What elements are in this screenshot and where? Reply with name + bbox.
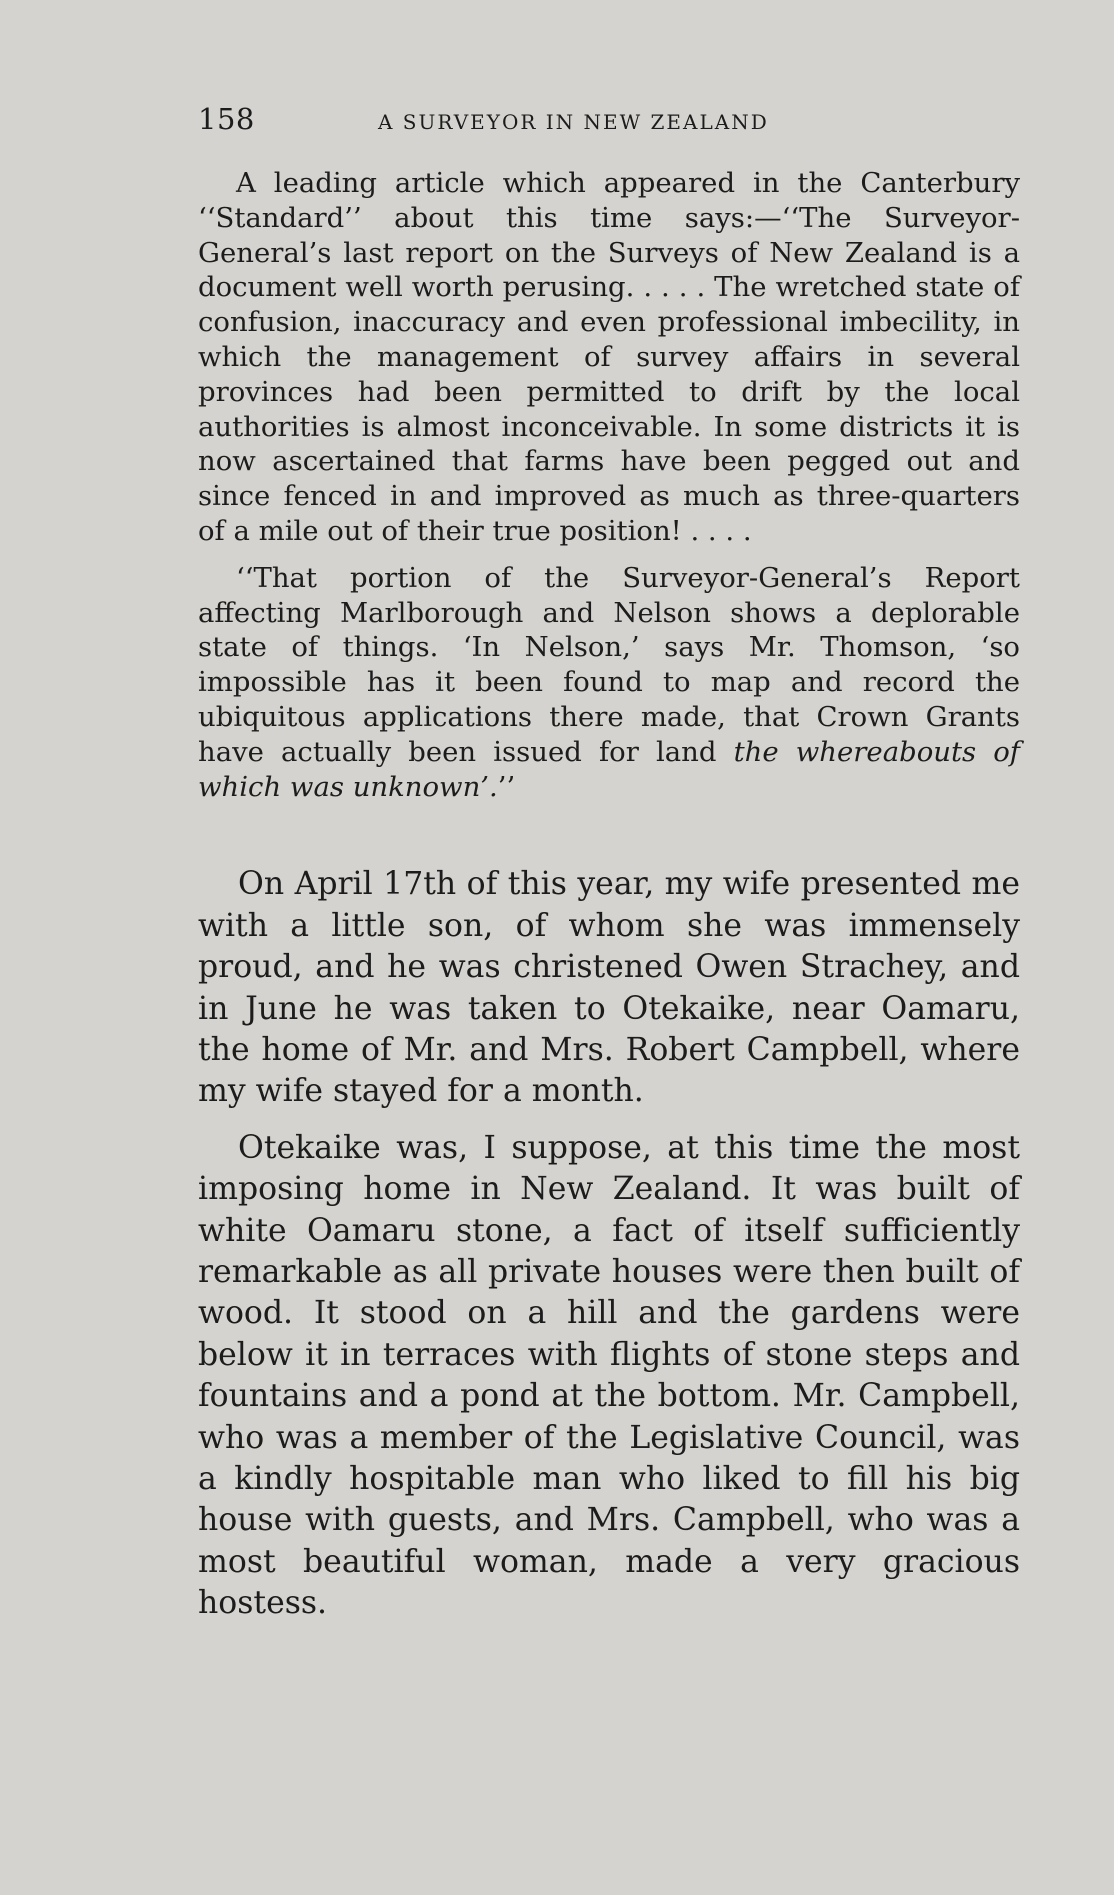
page-number: 158 — [198, 102, 255, 136]
book-page — [198, 96, 1020, 1640]
quote-paragraph: A leading article which appeared in the Canterbury ‘‘Standard’’ about this time says:—‘‘The Surveyor-General’s last report on the Surveys of New Zealand is a document well worth perusing. . . . . The wretched state of confusion, inaccuracy and even professional imbecility, in which the management of survey affairs in several provinces had been permitted to drift by the local authorities is almost inconceivable. In some districts it is now ascertained that farms have been pegged out and since fenced in and improved as much as three-quarters of a mile out of their true position! . . . . — [198, 167, 1020, 547]
body-paragraph: Otekaike was, I suppose, at this time the most imposing home in New Zealand. It was built of white Oamaru stone, a fact of itself sufficiently remarkable as all private houses were then built of wood. It stood on a hill and the gardens were below it in terraces with flights of stone steps and fountains and a pond at the bottom. Mr. Campbell, who was a member of the Legislative Council, was a kindly hospitable man who liked to fill his big house with guests, and Mrs. Campbell, who was a most beautiful woman, made a very gracious hostess. — [198, 1129, 1020, 1622]
running-title: A SURVEYOR IN NEW ZEALAND — [378, 110, 769, 134]
body-paragraph: On April 17th of this year, my wife presented me with a little son, of whom she was immensely proud, and he was christened Owen Strachey, and in June he was taken to Otekaike, near Oamaru, the home of Mr. and Mrs. Robert Campbell, where my wife stayed for a month. — [198, 866, 1020, 1110]
running-head — [198, 96, 1020, 136]
quote-text: ‘‘That portion of the Surveyor-General’s Report affecting Marlborough and Nelson shows a deplorable state of things. ‘In Nelson,’ says Mr. Thomson, ‘so impossible has it been found to map and record the ubiquitous applications there made, that Crown Grants have actually been issued for land — [198, 561, 1020, 768]
main-text — [198, 864, 1020, 1624]
quote-closing-mark: ’’ — [497, 770, 516, 803]
quoted-article — [198, 166, 1020, 804]
quote-paragraph — [198, 561, 1020, 805]
quote-italic-text: the whereabouts of which was unknown’. — [198, 735, 1020, 803]
